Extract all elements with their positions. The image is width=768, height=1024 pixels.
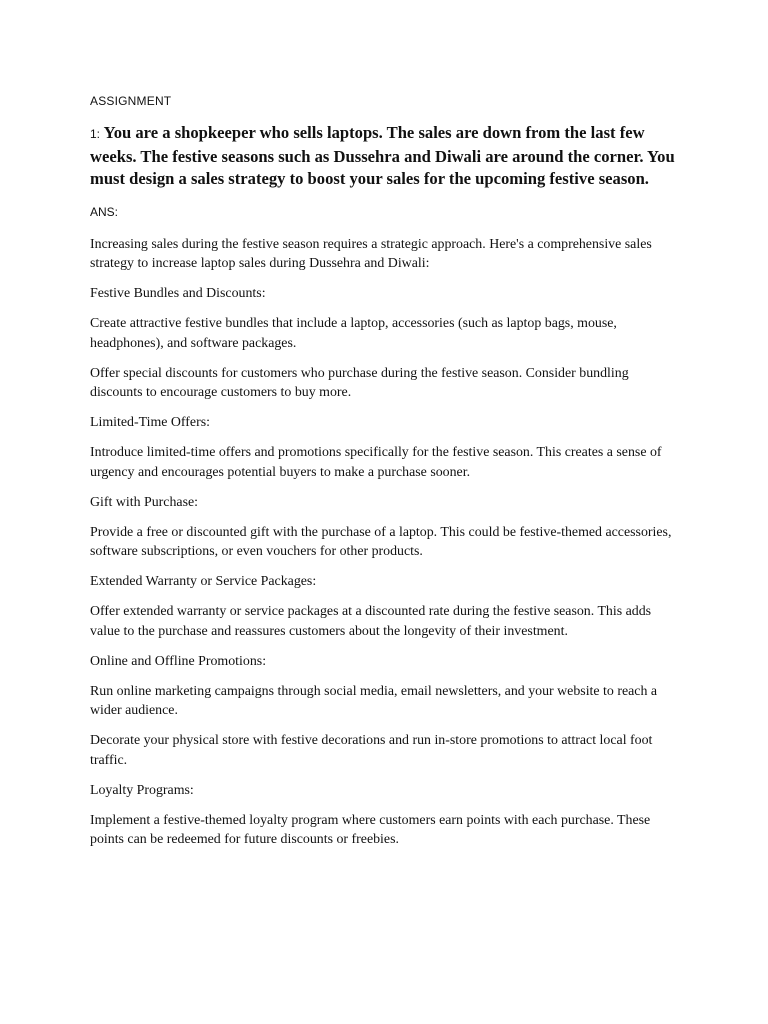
question bbox=[90, 122, 680, 191]
section-heading-bundles: Festive Bundles and Discounts: bbox=[90, 286, 266, 301]
section-heading-gift: Gift with Purchase: bbox=[90, 494, 199, 510]
limited-time-paragraph: Introduce limited-time offers and promotions specifically for the festive season. This creates a sense of urgency and encourages potential buyers to make a purchase sooner. bbox=[90, 445, 662, 480]
offline-promotions-paragraph: Decorate your physical store with festive decorations and run in-store promotions to attract local foot traffic. bbox=[90, 733, 653, 768]
discounts-paragraph: Offer special discounts for customers who purchase during the festive season. Consider bundling discounts to encourage customers to buy more. bbox=[90, 365, 629, 400]
bundles-paragraph: Create attractive festive bundles that include a laptop, accessories (such as laptop bags, mouse, headphones), and software packages. bbox=[90, 316, 617, 351]
question-number: 1: bbox=[90, 127, 101, 141]
loyalty-paragraph: Implement a festive-themed loyalty program where customers earn points with each purchase. These points can be redeemed for future discounts or freebies. bbox=[90, 812, 651, 847]
online-promotions-paragraph: Run online marketing campaigns through social media, email newsletters, and your website to reach a wider audience. bbox=[90, 683, 658, 718]
warranty-paragraph: Offer extended warranty or service packages at a discounted rate during the festive season. This adds value to the purchase and reassures customers about the longevity of their investment. bbox=[90, 604, 652, 639]
gift-paragraph: Provide a free or discounted gift with the purchase of a laptop. This could be festive-themed accessories, software subscriptions, or even vouchers for other products. bbox=[90, 524, 672, 559]
document-page bbox=[90, 94, 680, 860]
answer-label: ANS: bbox=[90, 204, 119, 219]
assignment-heading: ASSIGNMENT bbox=[90, 94, 172, 108]
section-heading-loyalty: Loyalty Programs: bbox=[90, 782, 194, 798]
section-heading-promotions: Online and Offline Promotions: bbox=[90, 653, 267, 669]
section-heading-limited-time: Limited-Time Offers: bbox=[90, 415, 210, 430]
section-heading-warranty: Extended Warranty or Service Packages: bbox=[90, 574, 317, 589]
intro-paragraph: Increasing sales during the festive season requires a strategic approach. Here's a comprehensive sales strategy to increase laptop sales during Dussehra and Diwali: bbox=[90, 236, 652, 271]
question-text: You are a shopkeeper who sells laptops. The sales are down from the last few weeks. The festive seasons such as Dussehra and Diwali are around the corner. You must design a sales strategy to boost your sales for the upcoming festive season. bbox=[90, 123, 675, 188]
